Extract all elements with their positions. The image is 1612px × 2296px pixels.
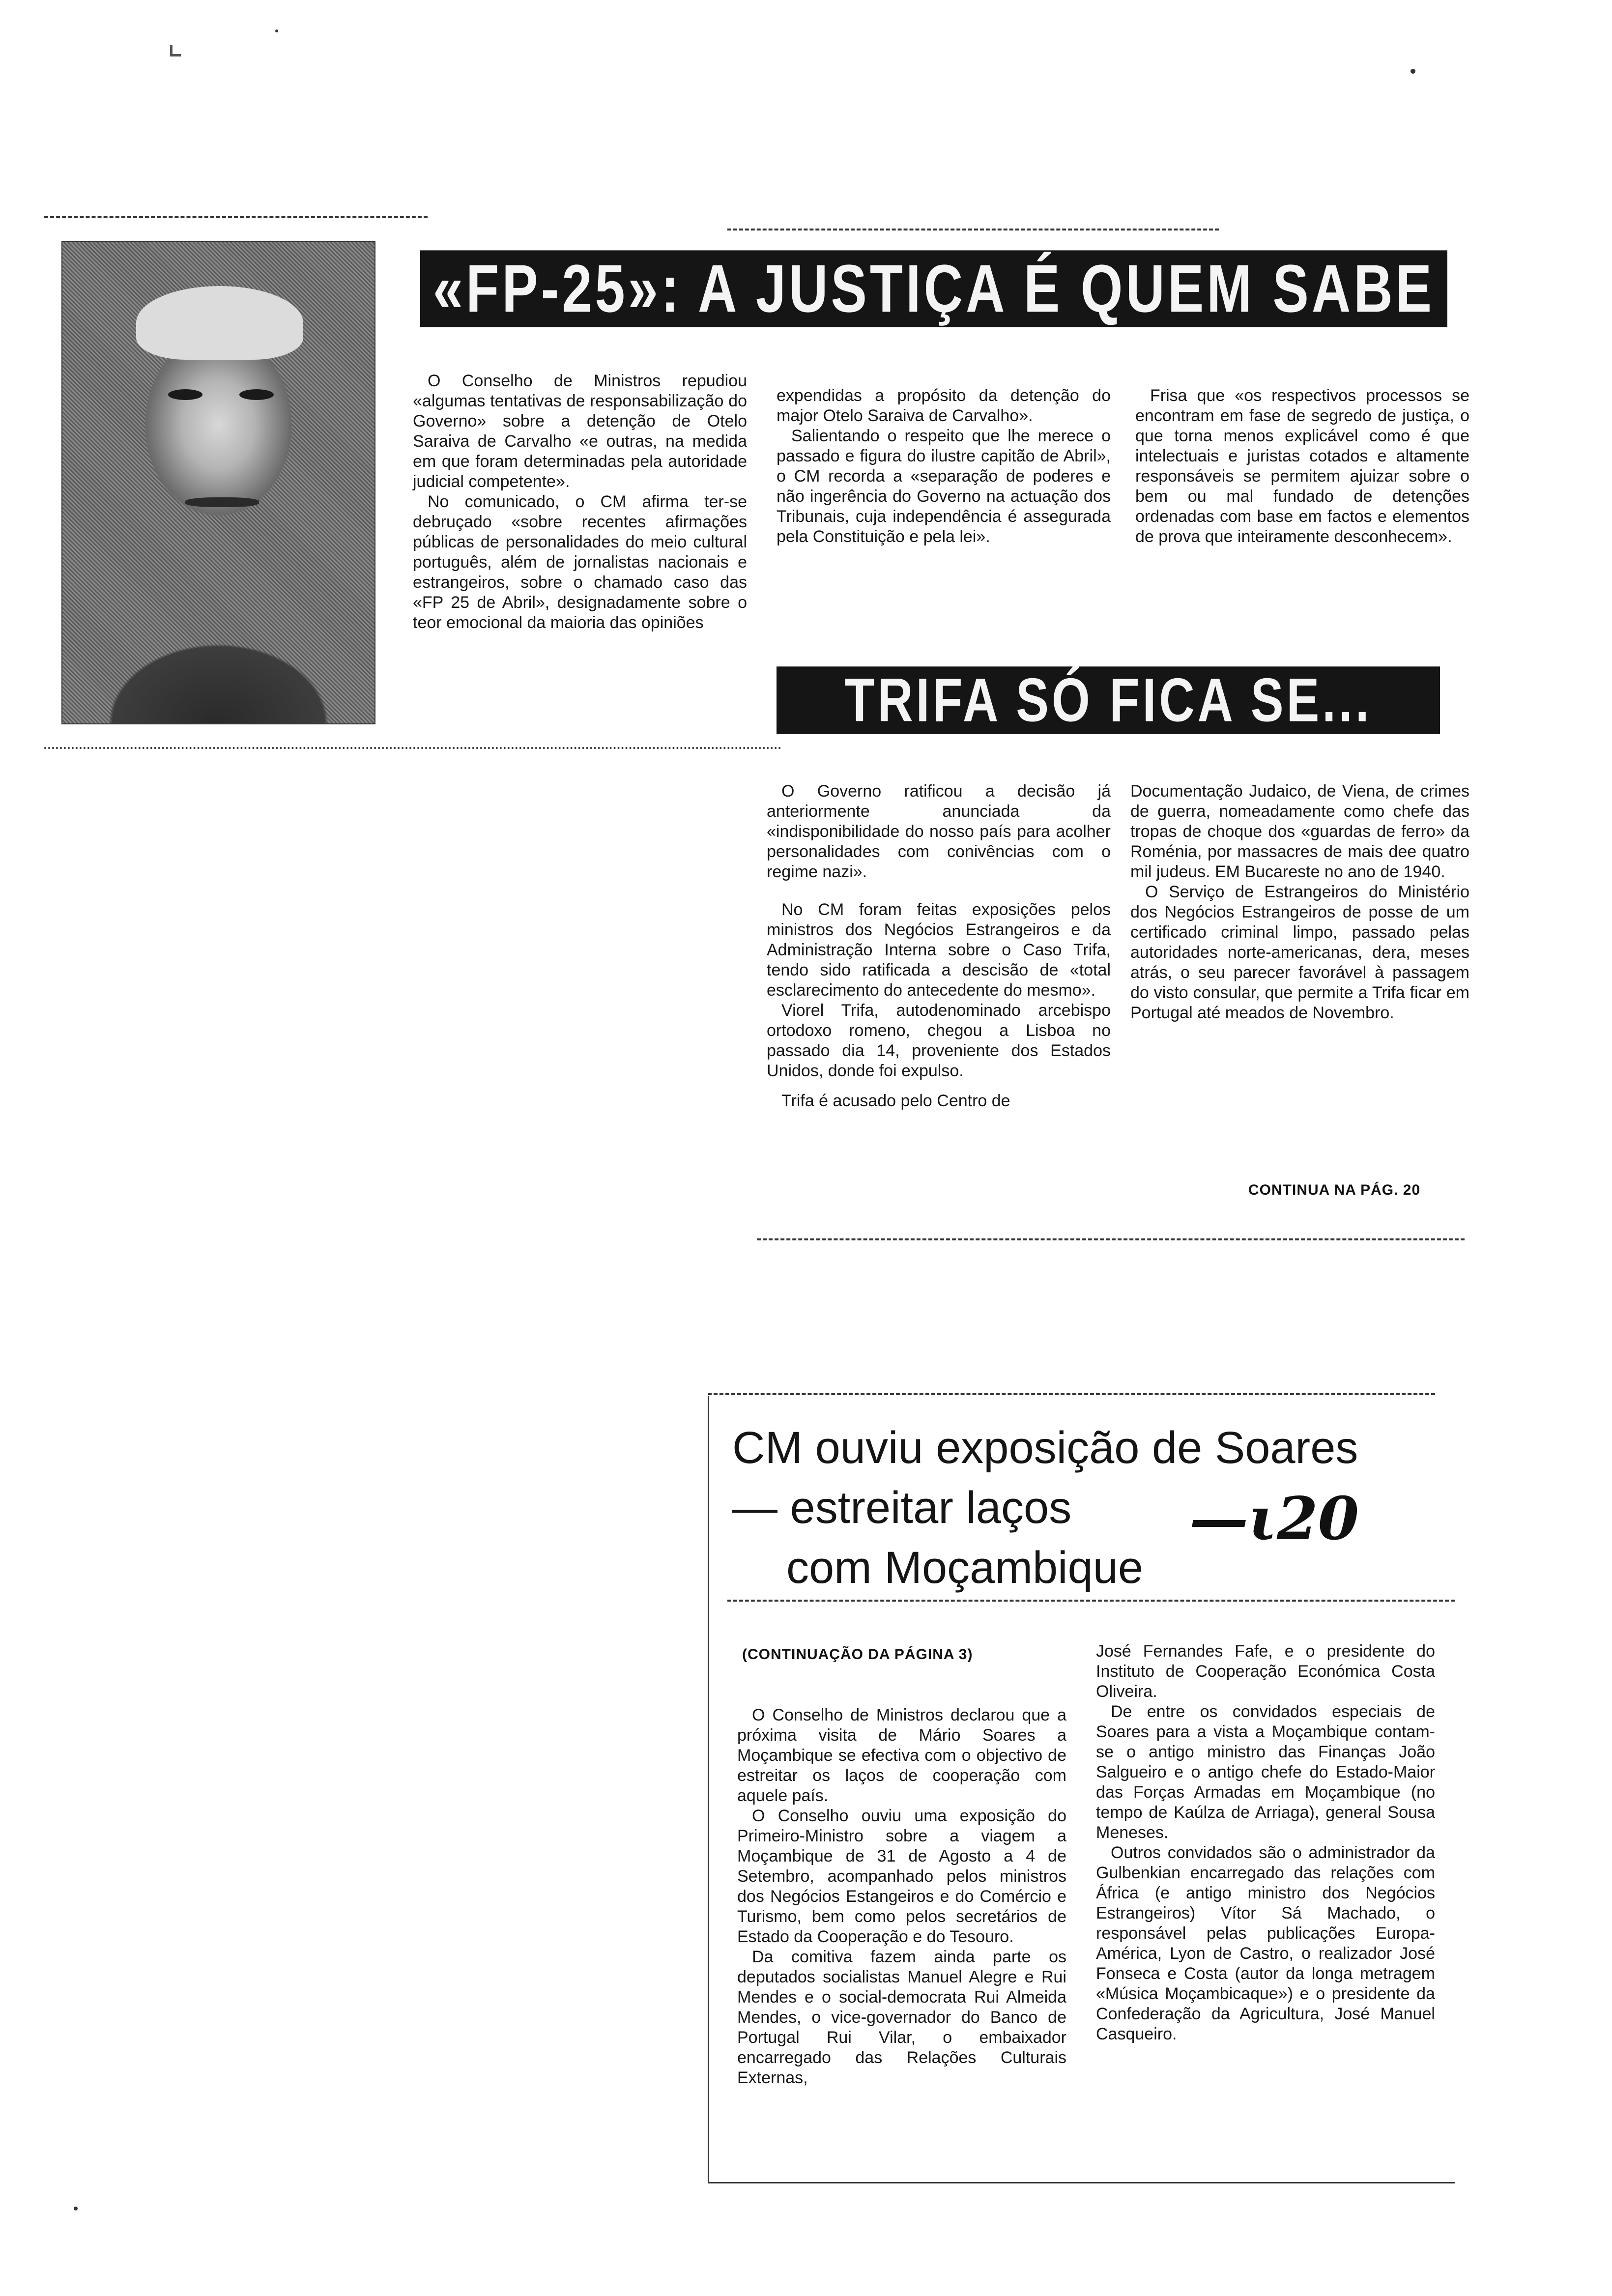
paragraph: Salientando o respeito que lhe merece o passado e figura do ilustre capitão de Abril», o CM recorda a «separação de poderes e não ingerência do Governo na actuação dos Tribunais, cuja independência é assegurada pela Constituição e pela lei». xyxy=(777,427,1111,546)
article1-col1 xyxy=(413,371,747,633)
paragraph: No CM foram feitas exposições pelos ministros dos Negócios Estrangeiros e da Administração Interna sobre o Caso Trifa, tendo sido ratificada a descisão de «total esclarecimento do antecedente do mesmo». xyxy=(767,900,1111,1000)
paragraph: Documentação Judaico, de Viena, de crimes de guerra, nomeadamente como chefe das tropas de choque dos «guardas de ferro» da Roménia, por massacres de mais dee quatro mil judeus. EM Bucareste no ano de 1940. xyxy=(1130,782,1469,881)
paragraph: José Fernandes Fafe, e o presidente do Instituto de Cooperação Económica Costa Oliveira. xyxy=(1096,1642,1435,1701)
article1-col3 xyxy=(1135,386,1469,547)
photo-eye-left xyxy=(168,389,202,400)
article3-col1 xyxy=(737,1705,1066,2088)
paragraph: O Serviço de Estrangeiros do Ministério dos Negócios Estrangeiros de posse de um certificado criminal limpo, passado pelas autoridades norte-americanas, dera, meses atrás, o seu parecer favorável à passagem do visto consular, que permite a Trifa ficar em Portugal até meados de Novembro. xyxy=(1130,883,1469,1022)
article3-title-rule xyxy=(727,1600,1455,1602)
headline-trifa-text: TRIFA SÓ FICA SE... xyxy=(844,665,1372,735)
paragraph: Frisa que «os respectivos processos se encontram em fase de segredo de justiça, o que torna menos explicável como é que intelectuais e juristas cotados e altamente responsáveis se permitem ajuizar sobre o bem ou mal fundado de detenções ordenadas com base em factos e elementos de prova que inteiramente desconhecem». xyxy=(1135,386,1469,546)
speck xyxy=(74,2207,78,2210)
title-line: CM ouviu exposição de Soares xyxy=(732,1423,1358,1473)
photo-hair xyxy=(136,286,303,360)
article3-bottom-rule xyxy=(708,2182,1455,2183)
paragraph: Outros convidados são o administrador da Gulbenkian encarregado das relações com África (e antigo ministro dos Negócios Estrangeiros) Vítor Sá Machado, o responsável pelas publicações Europa-América, Lyon de Castro, o realizador José Fonseca e Costa (autor da longa metragem «Música Moçambicaque») e o presidente da Confederação da Agricultura, José Manuel Casqueiro. xyxy=(1096,1843,1435,2043)
photo-mouth xyxy=(185,497,259,507)
paragraph: O Conselho ouviu uma exposição do Primeiro-Ministro sobre a viagem a Moçambique de 31 de Agosto a 4 de Setembro, acompanhado pelos ministros dos Negócios Estangeiros e do Comércio e Turismo, bem como pelos secretários de Estado da Cooperação e do Tesouro. xyxy=(737,1807,1066,1946)
title-line: com Moçambique xyxy=(786,1543,1144,1593)
stray-mark-top-left: ⌞ xyxy=(167,23,183,61)
article1-col2 xyxy=(777,386,1111,547)
continua-label: CONTINUA NA PÁG. 20 xyxy=(1248,1182,1421,1198)
paragraph: Trifa é acusado pelo Centro de xyxy=(781,1091,1010,1110)
article2-col1 xyxy=(767,781,1111,1111)
portrait-photo xyxy=(61,241,375,724)
article2-bottom-rule xyxy=(757,1238,1465,1240)
paragraph: O Governo ratificou a decisão já anteriormente anunciada da «indisponibilidade do nosso país para acolher personalidades com conivências com o regime nazi». xyxy=(767,782,1111,881)
paragraph: O Conselho de Ministros declarou que a próxima visita de Mário Soares a Moçambique se efectiva com o objectivo de estreitar os laços de cooperação com aquele país. xyxy=(737,1706,1066,1805)
title-line: — estreitar laços xyxy=(732,1483,1072,1533)
top-rule xyxy=(44,216,428,218)
handwritten-note: —ι20 xyxy=(1189,1484,1359,1553)
speck xyxy=(1410,69,1415,74)
article2-col2 xyxy=(1130,781,1469,1023)
speck xyxy=(275,29,278,32)
paragraph: O Conselho de Ministros repudiou «algumas tentativas de responsabilização do Governo» sobre a detenção de Otelo Saraiva de Carvalho «e outras, na medida em que foram determinadas pela autoridade judicial competente». xyxy=(413,372,747,491)
headline-fp25 xyxy=(420,250,1447,327)
paragraph: De entre os convidados especiais de Soares para a vista a Moçambique contam-se o antigo ministro das Finanças João Salgueiro e o antigo chefe do Estado-Maior das Forças Armadas em Moçambique (no tempo de Kaúlza de Arriaga), general Sousa Meneses. xyxy=(1096,1702,1435,1842)
top-rule-right xyxy=(727,229,1219,230)
paragraph: No comunicado, o CM afirma ter-se debruçado «sobre recentes afirmações públicas de personalidades do meio cultural português, além de jornalistas nacionais e estrangeiros, sobre o chamado caso das «FP 25 de Abril», designadamente sobre o teor emocional da maioria das opiniões xyxy=(413,492,747,632)
continuation-subhead: (CONTINUAÇÃO DA PÁGINA 3) xyxy=(742,1646,973,1663)
headline-trifa xyxy=(777,666,1440,734)
headline-fp25-text: «FP-25»: A JUSTIÇA É QUEM SABE xyxy=(432,251,1435,327)
article3-top-rule xyxy=(708,1393,1435,1395)
article3-col2 xyxy=(1096,1641,1435,2044)
article3-left-rule xyxy=(708,1396,709,2182)
mid-rule xyxy=(44,747,781,749)
photo-eye-right xyxy=(239,389,274,400)
paragraph: expendidas a propósito da detenção do major Otelo Saraiva de Carvalho». xyxy=(777,386,1111,425)
paragraph: Da comitiva fazem ainda parte os deputados socialistas Manuel Alegre e Rui Mendes e o social-democrata Rui Almeida Mendes, o vice-governador do Banco de Portugal Rui Vilar, o embaixador encarregado das Relações Culturais Externas, xyxy=(737,1948,1066,2087)
paragraph: Viorel Trifa, autodenominado arcebispo ortodoxo romeno, chegou a Lisboa no passado dia 14, proveniente dos Estados Unidos, donde foi expulso. xyxy=(767,1001,1111,1080)
